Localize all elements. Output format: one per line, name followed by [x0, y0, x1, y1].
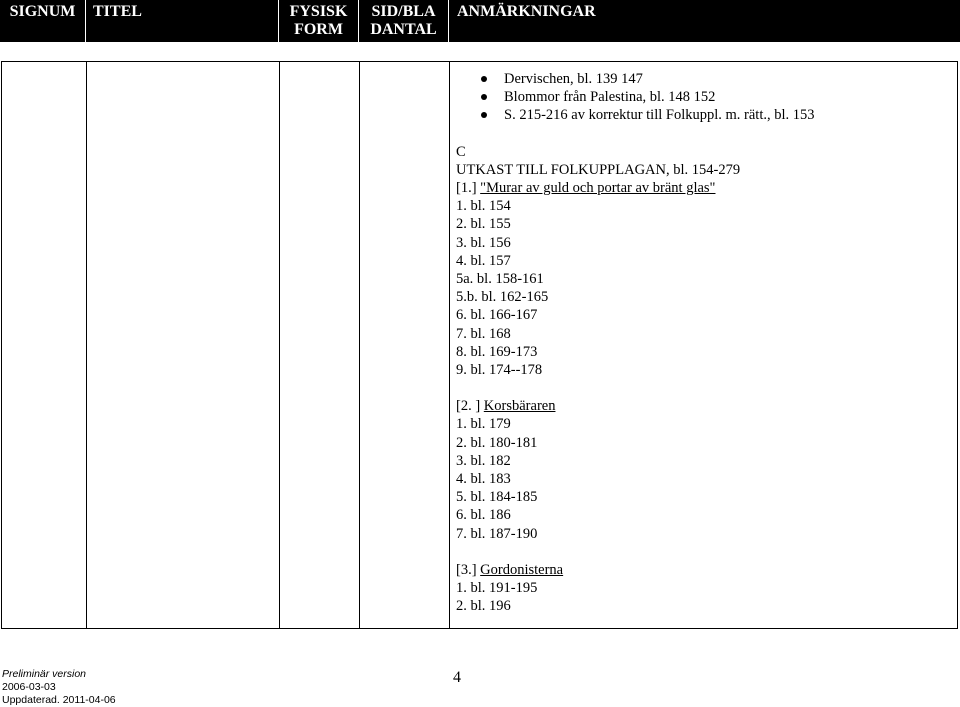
list-item: 2. bl. 180-181	[456, 434, 538, 451]
list-item: 2. bl. 155	[456, 216, 511, 233]
group-3-prefix: [3.]	[456, 561, 481, 578]
group-1-heading	[456, 179, 951, 197]
list-item: 1. bl. 179	[456, 416, 511, 433]
footer-updated: Uppdaterad. 2011-04-06	[2, 694, 116, 706]
header-fysisk-label: FYSISK	[289, 3, 348, 20]
page-number: 4	[453, 669, 461, 686]
group-1-title: "Murar av guld och portar av bränt glas"	[480, 180, 716, 197]
group-3-title: Gordonisterna	[480, 561, 564, 578]
list-item: 3. bl. 156	[456, 234, 511, 251]
group-2-title: Korsbäraren	[483, 398, 556, 415]
list-item: 5a. bl. 158-161	[456, 271, 544, 288]
list-item: 7. bl. 187-190	[456, 525, 538, 542]
list-item: 8. bl. 169-173	[456, 343, 538, 360]
bullet-item: Blommor från Palestina, bl. 148 152	[456, 88, 951, 106]
header-anmarkningar	[449, 0, 960, 42]
bullet-item: Dervischen, bl. 139 147	[456, 70, 951, 88]
bullet-item: S. 215-216 av korrektur till Folkuppl. m. rätt., bl. 153	[456, 106, 951, 124]
header-titel-label: TITEL	[93, 3, 142, 20]
header-anm-label: ANMÄRKNINGAR	[457, 3, 596, 20]
header-sidbladantal	[359, 0, 449, 42]
column-divider	[449, 61, 450, 629]
column-divider	[86, 61, 87, 629]
list-item: 7. bl. 168	[456, 325, 511, 342]
list-item: 4. bl. 157	[456, 252, 511, 269]
group-2-heading	[456, 397, 951, 415]
column-divider	[279, 61, 280, 629]
list-item: 5.b. bl. 162-165	[456, 289, 549, 306]
notes-cell	[456, 70, 951, 615]
list-item: 6. bl. 166-167	[456, 307, 538, 324]
list-item: 1. bl. 191-195	[456, 580, 538, 597]
list-item: 1. bl. 154	[456, 198, 511, 215]
list-item: 6. bl. 186	[456, 507, 511, 524]
utkast-heading: UTKAST TILL FOLKUPPLAGAN, bl. 154-279	[456, 161, 741, 178]
header-titel	[86, 0, 279, 42]
header-sidbla-label: SID/BLA	[371, 3, 436, 20]
header-form-label: FORM	[294, 21, 343, 38]
group-2-prefix: [2. ]	[456, 398, 484, 415]
list-item: 9. bl. 174--178	[456, 362, 543, 379]
header-fysisk-form	[279, 0, 359, 42]
section-c: C	[456, 143, 466, 160]
header-dantal-label: DANTAL	[370, 21, 437, 38]
footer	[2, 668, 116, 707]
table-header	[0, 0, 960, 42]
list-item: 5. bl. 184-185	[456, 489, 538, 506]
footer-date: 2006-03-03	[2, 681, 56, 693]
header-signum-label: SIGNUM	[9, 3, 76, 20]
group-1-prefix: [1.]	[456, 180, 481, 197]
bullet-list	[456, 70, 951, 125]
list-item: 3. bl. 182	[456, 452, 511, 469]
header-signum	[0, 0, 86, 42]
list-item: 2. bl. 196	[456, 598, 511, 615]
footer-version: Preliminär version	[2, 668, 87, 680]
column-divider	[359, 61, 360, 629]
list-item: 4. bl. 183	[456, 471, 511, 488]
group-3-heading	[456, 561, 951, 579]
